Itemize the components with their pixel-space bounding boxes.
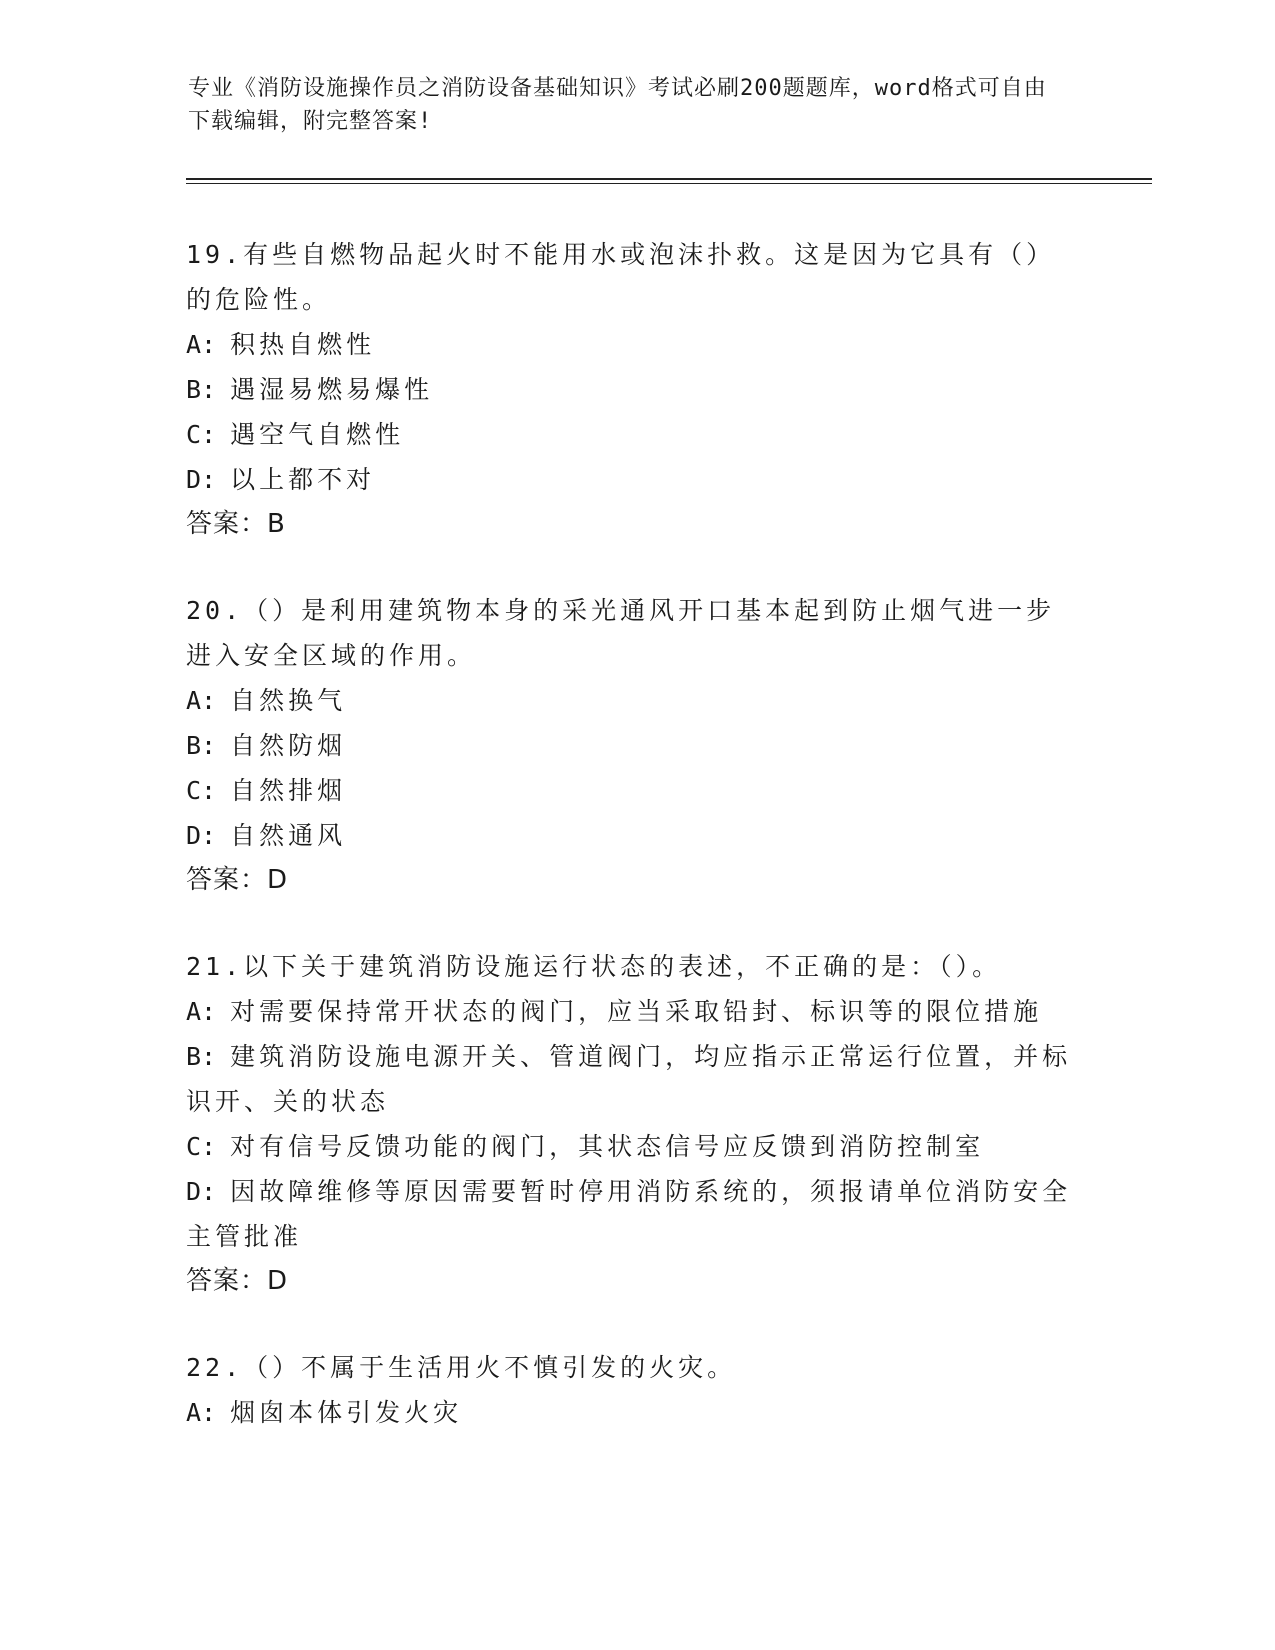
option-c <box>186 768 1072 813</box>
option-key: A: <box>186 686 217 715</box>
option-b <box>186 1034 1072 1124</box>
option-b <box>186 723 1072 768</box>
option-text: 积热自燃性 <box>230 330 376 359</box>
option-c <box>186 412 1072 457</box>
option-text: 因故障维修等原因需要暂时停用消防系统的，须报请单位消防安全主管批准 <box>186 1177 1072 1251</box>
option-text: 以上都不对 <box>230 465 376 494</box>
question-19 <box>186 232 1072 547</box>
option-a <box>186 322 1072 367</box>
answer-line: 答案：D <box>186 1266 289 1296</box>
option-d <box>186 813 1072 858</box>
option-key: B: <box>186 375 217 404</box>
option-text: 遇湿易燃易爆性 <box>230 375 434 404</box>
question-stem: 19.有些自燃物品起火时不能用水或泡沫扑救。这是因为它具有（）的危险性。 <box>186 240 1056 314</box>
option-b <box>186 367 1072 412</box>
question-20 <box>186 588 1072 903</box>
document-header <box>188 72 1068 138</box>
option-text: 对需要保持常开状态的阀门，应当采取铅封、标识等的限位措施 <box>230 997 1043 1026</box>
option-d <box>186 457 1072 502</box>
option-d <box>186 1169 1072 1259</box>
option-key: C: <box>186 1132 217 1161</box>
answer-line: 答案：B <box>186 509 286 539</box>
question-21 <box>186 944 1072 1304</box>
option-text: 自然防烟 <box>230 731 347 760</box>
option-key: A: <box>186 330 217 359</box>
option-key: C: <box>186 420 217 449</box>
header-divider-thick <box>186 178 1152 180</box>
question-22 <box>186 1345 1072 1435</box>
option-key: D: <box>186 465 217 494</box>
option-key: D: <box>186 821 217 850</box>
option-key: C: <box>186 776 217 805</box>
option-text: 自然通风 <box>230 821 347 850</box>
option-text: 自然换气 <box>230 686 347 715</box>
option-a <box>186 678 1072 723</box>
option-key: A: <box>186 997 217 1026</box>
question-stem: 22.（）不属于生活用火不慎引发的火灾。 <box>186 1353 737 1382</box>
option-key: B: <box>186 731 217 760</box>
option-text: 对有信号反馈功能的阀门，其状态信号应反馈到消防控制室 <box>230 1132 985 1161</box>
option-text: 遇空气自燃性 <box>230 420 405 449</box>
option-a <box>186 1390 1072 1435</box>
question-stem: 21.以下关于建筑消防设施运行状态的表述，不正确的是：（）。 <box>186 952 1002 981</box>
answer-line: 答案：D <box>186 865 289 895</box>
option-key: D: <box>186 1177 217 1206</box>
option-text: 建筑消防设施电源开关、管道阀门，均应指示正常运行位置，并标识开、关的状态 <box>186 1042 1072 1116</box>
option-key: B: <box>186 1042 217 1071</box>
question-list <box>186 232 1072 1476</box>
question-stem: 20.（）是利用建筑物本身的采光通风开口基本起到防止烟气进一步进入安全区域的作用。 <box>186 596 1056 670</box>
option-text: 自然排烟 <box>230 776 347 805</box>
header-intro-text: 专业《消防设施操作员之消防设备基础知识》考试必刷200题题库，word格式可自由下载编辑，附完整答案! <box>188 76 1047 134</box>
header-divider-thin <box>186 183 1152 184</box>
option-key: A: <box>186 1398 217 1427</box>
option-text: 烟囱本体引发火灾 <box>230 1398 463 1427</box>
option-a <box>186 989 1072 1034</box>
option-c <box>186 1124 1072 1169</box>
